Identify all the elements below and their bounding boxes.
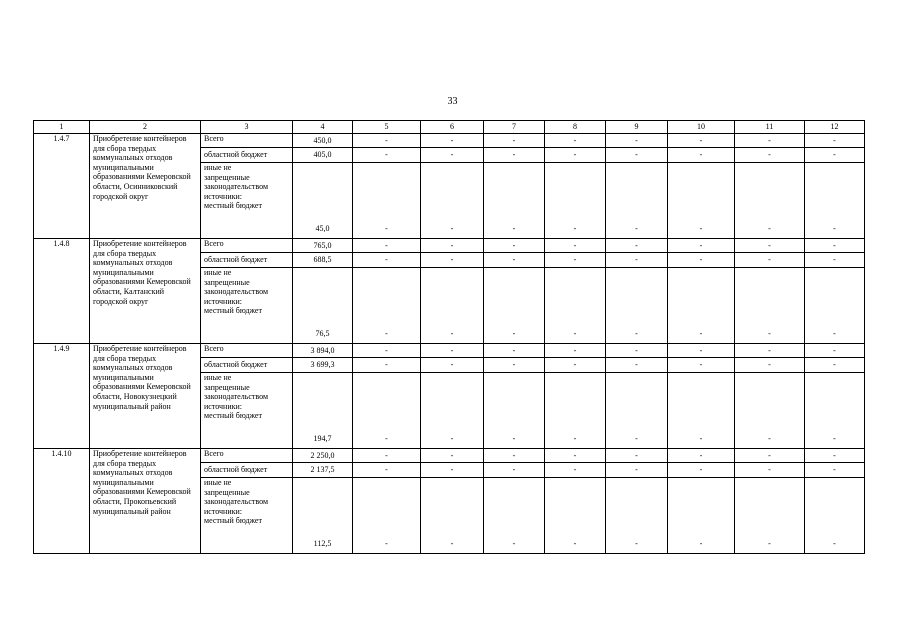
empty-value-cell: - bbox=[805, 478, 865, 554]
regional-value: 405,0 bbox=[293, 148, 353, 163]
empty-value-cell: - bbox=[545, 239, 606, 253]
row-number: 1.4.9 bbox=[34, 344, 90, 449]
empty-value-cell: - bbox=[805, 344, 865, 358]
empty-value-cell: - bbox=[805, 134, 865, 148]
table-body bbox=[34, 121, 865, 554]
empty-value-cell: - bbox=[545, 463, 606, 478]
empty-value-cell: - bbox=[353, 463, 421, 478]
header-cell: 9 bbox=[606, 121, 668, 134]
total-value: 3 894,0 bbox=[293, 344, 353, 358]
empty-value-cell: - bbox=[353, 344, 421, 358]
empty-value-cell: - bbox=[421, 373, 484, 449]
empty-value-cell: - bbox=[484, 134, 545, 148]
empty-value-cell: - bbox=[353, 253, 421, 268]
empty-value-cell: - bbox=[606, 449, 668, 463]
empty-value-cell: - bbox=[545, 478, 606, 554]
empty-value-cell: - bbox=[606, 463, 668, 478]
header-row bbox=[34, 121, 865, 134]
empty-value-cell: - bbox=[735, 358, 805, 373]
empty-value-cell: - bbox=[484, 463, 545, 478]
header-cell: 3 bbox=[201, 121, 293, 134]
header-cell: 2 bbox=[90, 121, 201, 134]
total-value: 2 250,0 bbox=[293, 449, 353, 463]
regional-value: 3 699,3 bbox=[293, 358, 353, 373]
empty-value-cell: - bbox=[421, 163, 484, 239]
empty-value-cell: - bbox=[484, 478, 545, 554]
table-row bbox=[34, 344, 865, 358]
table-row bbox=[34, 239, 865, 253]
empty-value-cell: - bbox=[421, 268, 484, 344]
empty-value-cell: - bbox=[606, 148, 668, 163]
source-regional-label: областной бюджет bbox=[201, 463, 293, 478]
empty-value-cell: - bbox=[668, 163, 735, 239]
source-other-label: иные не запрещенные законодательством источники: местный бюджет bbox=[201, 268, 293, 344]
empty-value-cell: - bbox=[668, 373, 735, 449]
empty-value-cell: - bbox=[484, 268, 545, 344]
empty-value-cell: - bbox=[606, 344, 668, 358]
empty-value-cell: - bbox=[545, 163, 606, 239]
row-description: Приобретение контейнеров для сбора твердых коммунальных отходов муниципальными образованиями Кемеровской области, Прокопьевский муниципальный район bbox=[90, 449, 201, 554]
empty-value-cell: - bbox=[545, 148, 606, 163]
empty-value-cell: - bbox=[545, 268, 606, 344]
source-total-label: Всего bbox=[201, 449, 293, 463]
header-cell: 11 bbox=[735, 121, 805, 134]
empty-value-cell: - bbox=[606, 253, 668, 268]
empty-value-cell: - bbox=[735, 239, 805, 253]
empty-value-cell: - bbox=[484, 344, 545, 358]
empty-value-cell: - bbox=[421, 358, 484, 373]
total-value: 450,0 bbox=[293, 134, 353, 148]
empty-value-cell: - bbox=[668, 134, 735, 148]
source-total-label: Всего bbox=[201, 239, 293, 253]
empty-value-cell: - bbox=[606, 268, 668, 344]
empty-value-cell: - bbox=[421, 239, 484, 253]
source-other-label: иные не запрещенные законодательством источники: местный бюджет bbox=[201, 478, 293, 554]
total-value: 765,0 bbox=[293, 239, 353, 253]
empty-value-cell: - bbox=[606, 478, 668, 554]
empty-value-cell: - bbox=[668, 268, 735, 344]
empty-value-cell: - bbox=[484, 449, 545, 463]
regional-value: 688,5 bbox=[293, 253, 353, 268]
empty-value-cell: - bbox=[484, 253, 545, 268]
empty-value-cell: - bbox=[606, 134, 668, 148]
empty-value-cell: - bbox=[421, 478, 484, 554]
empty-value-cell: - bbox=[805, 239, 865, 253]
empty-value-cell: - bbox=[735, 163, 805, 239]
empty-value-cell: - bbox=[606, 373, 668, 449]
header-cell: 6 bbox=[421, 121, 484, 134]
empty-value-cell: - bbox=[668, 344, 735, 358]
local-value: 194,7 bbox=[293, 373, 353, 449]
empty-value-cell: - bbox=[668, 148, 735, 163]
row-number: 1.4.7 bbox=[34, 134, 90, 239]
local-value: 76,5 bbox=[293, 268, 353, 344]
empty-value-cell: - bbox=[484, 163, 545, 239]
empty-value-cell: - bbox=[735, 449, 805, 463]
row-number: 1.4.8 bbox=[34, 239, 90, 344]
header-cell: 5 bbox=[353, 121, 421, 134]
empty-value-cell: - bbox=[421, 253, 484, 268]
local-value: 45,0 bbox=[293, 163, 353, 239]
empty-value-cell: - bbox=[353, 373, 421, 449]
empty-value-cell: - bbox=[735, 478, 805, 554]
empty-value-cell: - bbox=[668, 463, 735, 478]
empty-value-cell: - bbox=[668, 358, 735, 373]
regional-value: 2 137,5 bbox=[293, 463, 353, 478]
source-other-label: иные не запрещенные законодательством источники: местный бюджет bbox=[201, 163, 293, 239]
empty-value-cell: - bbox=[805, 449, 865, 463]
header-cell: 7 bbox=[484, 121, 545, 134]
empty-value-cell: - bbox=[353, 478, 421, 554]
empty-value-cell: - bbox=[735, 373, 805, 449]
page-number: 33 bbox=[447, 96, 458, 107]
empty-value-cell: - bbox=[421, 148, 484, 163]
empty-value-cell: - bbox=[353, 239, 421, 253]
empty-value-cell: - bbox=[484, 239, 545, 253]
empty-value-cell: - bbox=[545, 344, 606, 358]
row-description: Приобретение контейнеров для сбора твердых коммунальных отходов муниципальными образованиями Кемеровской области, Новокузнецкий муниципальный район bbox=[90, 344, 201, 449]
header-cell: 8 bbox=[545, 121, 606, 134]
empty-value-cell: - bbox=[735, 344, 805, 358]
header-cell: 10 bbox=[668, 121, 735, 134]
program-table bbox=[33, 120, 865, 554]
empty-value-cell: - bbox=[353, 163, 421, 239]
source-total-label: Всего bbox=[201, 134, 293, 148]
empty-value-cell: - bbox=[805, 358, 865, 373]
empty-value-cell: - bbox=[668, 253, 735, 268]
empty-value-cell: - bbox=[805, 163, 865, 239]
source-total-label: Всего bbox=[201, 344, 293, 358]
empty-value-cell: - bbox=[805, 463, 865, 478]
row-description: Приобретение контейнеров для сбора твердых коммунальных отходов муниципальными образованиями Кемеровской области, Осинниковский городской округ bbox=[90, 134, 201, 239]
empty-value-cell: - bbox=[735, 148, 805, 163]
empty-value-cell: - bbox=[668, 478, 735, 554]
empty-value-cell: - bbox=[353, 268, 421, 344]
empty-value-cell: - bbox=[805, 148, 865, 163]
empty-value-cell: - bbox=[606, 358, 668, 373]
source-regional-label: областной бюджет bbox=[201, 148, 293, 163]
empty-value-cell: - bbox=[545, 373, 606, 449]
empty-value-cell: - bbox=[545, 358, 606, 373]
empty-value-cell: - bbox=[353, 148, 421, 163]
row-description: Приобретение контейнеров для сбора твердых коммунальных отходов муниципальными образованиями Кемеровской области, Калтанский городской округ bbox=[90, 239, 201, 344]
empty-value-cell: - bbox=[805, 253, 865, 268]
source-other-label: иные не запрещенные законодательством источники: местный бюджет bbox=[201, 373, 293, 449]
header-cell: 1 bbox=[34, 121, 90, 134]
empty-value-cell: - bbox=[421, 449, 484, 463]
header-cell: 12 bbox=[805, 121, 865, 134]
empty-value-cell: - bbox=[606, 163, 668, 239]
source-regional-label: областной бюджет bbox=[201, 253, 293, 268]
table-row bbox=[34, 449, 865, 463]
empty-value-cell: - bbox=[484, 358, 545, 373]
empty-value-cell: - bbox=[484, 373, 545, 449]
source-regional-label: областной бюджет bbox=[201, 358, 293, 373]
empty-value-cell: - bbox=[353, 449, 421, 463]
local-value: 112,5 bbox=[293, 478, 353, 554]
empty-value-cell: - bbox=[353, 358, 421, 373]
empty-value-cell: - bbox=[421, 344, 484, 358]
empty-value-cell: - bbox=[735, 134, 805, 148]
empty-value-cell: - bbox=[484, 148, 545, 163]
empty-value-cell: - bbox=[668, 449, 735, 463]
empty-value-cell: - bbox=[805, 268, 865, 344]
empty-value-cell: - bbox=[735, 463, 805, 478]
empty-value-cell: - bbox=[606, 239, 668, 253]
empty-value-cell: - bbox=[545, 134, 606, 148]
header-cell: 4 bbox=[293, 121, 353, 134]
empty-value-cell: - bbox=[805, 373, 865, 449]
empty-value-cell: - bbox=[735, 268, 805, 344]
row-number: 1.4.10 bbox=[34, 449, 90, 554]
table-row bbox=[34, 134, 865, 148]
empty-value-cell: - bbox=[421, 463, 484, 478]
empty-value-cell: - bbox=[545, 449, 606, 463]
empty-value-cell: - bbox=[353, 134, 421, 148]
empty-value-cell: - bbox=[735, 253, 805, 268]
empty-value-cell: - bbox=[545, 253, 606, 268]
empty-value-cell: - bbox=[421, 134, 484, 148]
empty-value-cell: - bbox=[668, 239, 735, 253]
